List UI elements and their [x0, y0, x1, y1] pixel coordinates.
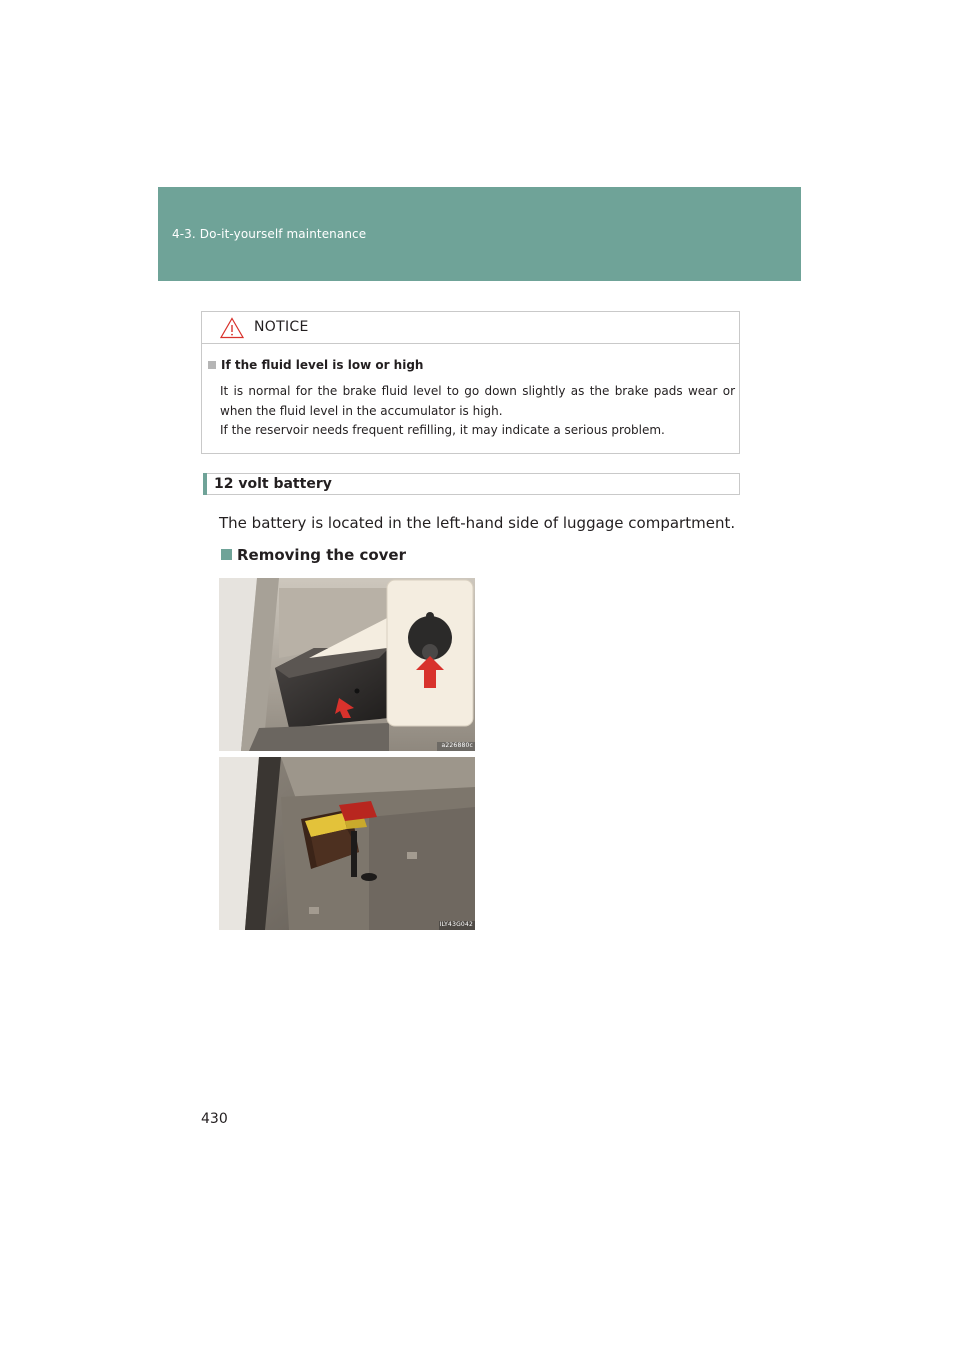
square-bullet-icon	[221, 549, 232, 560]
figure-code: a226880c	[441, 742, 473, 749]
notice-paragraph: It is normal for the brake fluid level to go down slightly as the brake pads wear or when the fluid level in the accumulator is high.	[220, 384, 735, 418]
figure-code: ILY43G042	[439, 921, 473, 928]
section-title: 12 volt battery	[214, 476, 332, 492]
square-bullet-icon	[208, 361, 216, 369]
battery-compartment-image	[219, 757, 475, 930]
notice-title: NOTICE	[254, 319, 309, 335]
warning-triangle-icon	[220, 317, 244, 339]
chapter-section-title: 4-3. Do-it-yourself maintenance	[172, 227, 367, 241]
notice-header	[202, 312, 739, 344]
section-title-bar	[203, 473, 740, 495]
subheading	[221, 546, 406, 564]
chapter-header-band	[158, 187, 801, 281]
cover-removal-illustration	[219, 578, 475, 751]
notice-subheading-text: If the fluid level is low or high	[221, 358, 424, 372]
notice-box	[201, 311, 740, 454]
subheading-text: Removing the cover	[237, 546, 407, 564]
section-intro: The battery is located in the left-hand side of luggage compartment.	[219, 514, 736, 532]
luggage-cover-image	[219, 578, 475, 751]
notice-paragraphs	[220, 382, 735, 441]
section-accent	[203, 473, 207, 495]
page-number: 430	[201, 1111, 228, 1127]
notice-subheading	[208, 358, 423, 372]
notice-paragraph: If the reservoir needs frequent refilling, it may indicate a serious problem.	[220, 423, 665, 437]
battery-location-illustration	[219, 757, 475, 930]
